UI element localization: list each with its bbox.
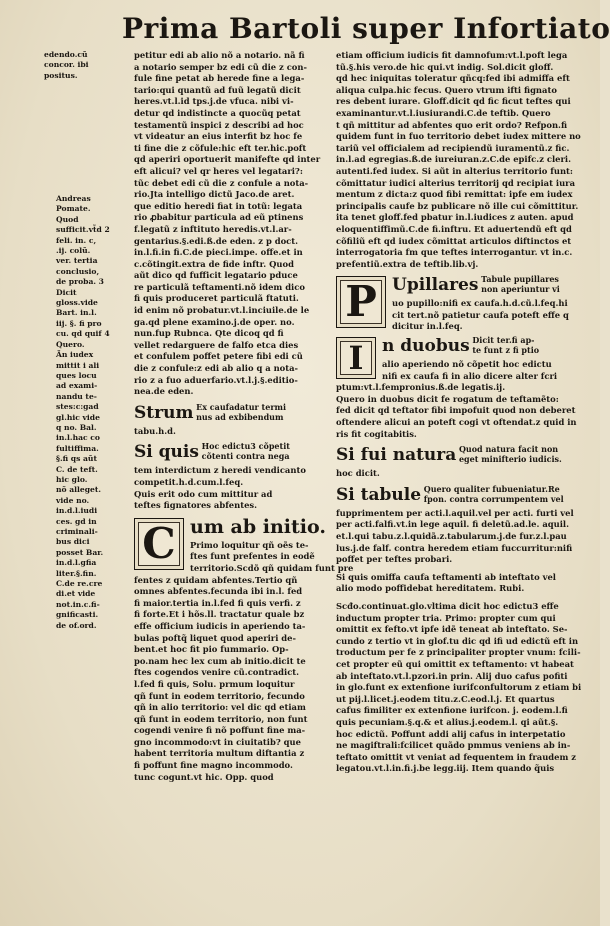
text-line: not.in.c.fi- bbox=[56, 599, 100, 609]
text-line: in.l.hac co bbox=[56, 433, 100, 443]
decorated-initial: I bbox=[336, 337, 376, 379]
text-line: fi quis produceret particulã ftatuti. bbox=[134, 293, 299, 304]
text-line: q no. Bal. bbox=[56, 422, 97, 432]
section-heading-text: Strum bbox=[134, 402, 194, 423]
text-line: in.d.l.gfia bbox=[56, 558, 97, 568]
text-line: competit.h.d.cum.l.feq. bbox=[134, 477, 244, 487]
text-line: qñ in alio territorio: vel dic qd etiam bbox=[134, 702, 306, 713]
text-line: quis pecuniam.§.q.& et alius.j.eodem.l. qi aũt.§. bbox=[336, 716, 559, 727]
text-line: tariũ vel officialem ad recipiendũ iuramentũ.z fic. bbox=[336, 142, 570, 153]
decorated-initial: P bbox=[336, 276, 386, 328]
text-line: de proba. 3 bbox=[56, 277, 104, 287]
text-line: ver. tertia bbox=[56, 256, 98, 266]
text-line: interrogatoria fm que teftes interrogantur. vt in.c. bbox=[336, 247, 573, 258]
text-line: ptum:vt.l.fempronius.ß.de legatis.ij. bbox=[336, 382, 506, 393]
text-line: fule fine petat ab herede fine a lega- bbox=[134, 73, 305, 84]
text-line: Pomate. bbox=[56, 204, 91, 214]
section-heading-text: Si fui natura bbox=[336, 445, 457, 466]
text-line: teftato omittit vt veniat ad fequentem in fraudem z bbox=[336, 751, 577, 762]
text-line: sufficit.vt̃d 2 bbox=[56, 225, 110, 235]
text-line: tũc debet edi cũ die z confule a nota- bbox=[134, 177, 309, 188]
text-line: stes:c:gad bbox=[56, 402, 99, 412]
text-line: cõmittatur iudici alterius territorij qd recipiat iura bbox=[336, 177, 576, 188]
text-line: omnes abfentes.fecunda ibi in.l. fed bbox=[134, 586, 303, 597]
text-line: teftes fignatores abfentes. bbox=[134, 500, 258, 511]
text-line: fultiffima. bbox=[56, 443, 99, 453]
text-line: gl.hic vide bbox=[56, 412, 100, 422]
text-line: di.et vide bbox=[56, 589, 96, 599]
text-line: Dicit bbox=[56, 287, 77, 297]
left-text-column bbox=[134, 50, 354, 920]
text-line: aliqua culpa.hic fecus. Quero vtrum ifti fignato bbox=[336, 84, 557, 95]
text-line: alio aperiendo nõ cõpetit hoc edictu bbox=[382, 359, 552, 370]
text-line: ut pij.l.licet.j.eodem titu.z.C.eod.l.j. Et quartus bbox=[336, 693, 555, 704]
text-line: heres.vt.l.id tps.j.de vfuca. nibi vi- bbox=[134, 96, 294, 107]
text-line: po.nam hec lex cum ab initio.dicit te bbox=[134, 655, 306, 666]
text-line: ftes funt prefentes in eodẽ bbox=[190, 551, 315, 562]
text-line: in.d.l.iudi bbox=[56, 506, 98, 516]
text-line: nun.fup Rubnca. Qte dicoq qd fi bbox=[134, 328, 284, 339]
text-line: ces. gd in bbox=[56, 516, 97, 526]
section-heading-text: Si quis bbox=[134, 442, 199, 463]
section-heading-strum bbox=[134, 398, 322, 426]
text-line: a notario semper bz edi cũ die z con- bbox=[134, 61, 307, 72]
text-line: qd aperiri oportuerit manifefte qd inter bbox=[134, 154, 321, 165]
text-line: fi forte.Et i hõs.ll. tractatur quale bz bbox=[134, 609, 305, 620]
text-line: tabu.h.d. bbox=[134, 425, 176, 436]
text-line: qñ funt in eodem territorio, fecundo bbox=[134, 690, 305, 701]
text-line: troductum per fe z principaliter propter vnum: fcili- bbox=[336, 647, 581, 658]
section-cum-ab-initio bbox=[134, 515, 354, 783]
text-line: quidem funt in fuo territorio debet iudex mittere no bbox=[336, 131, 581, 142]
text-line: in glo.funt ex extenfione iurifconfultorum z etiam bi bbox=[336, 682, 582, 693]
text-line: cogendi venire fi nõ poffunt fine ma- bbox=[134, 725, 306, 736]
heading-side-line: non aperiuntur vi bbox=[481, 284, 560, 295]
text-line: petitur edi ab alio nõ a notario. nã fi bbox=[134, 50, 305, 60]
text-line: fupprimentem per acti.l.aquil.vel per acti. furti vel bbox=[336, 507, 574, 518]
text-line: tario:qui quantũ ad fuũ legatũ dicit bbox=[134, 84, 301, 95]
text-line: Si quis omiffa caufa teftamenti ab inteftato vel bbox=[336, 571, 556, 582]
text-line: nandu te- bbox=[56, 391, 97, 401]
text-line: Quero in duobus dicit fe rogatum de teftamẽto: bbox=[336, 393, 559, 404]
text-line: cafus fimiliter ex extenfione iurifcon. j. eodem.l.fi bbox=[336, 705, 568, 716]
text-line: lus.j.de falf. contra heredem etiam fuccurritur:nifi bbox=[336, 542, 573, 553]
text-line: f.legatũ z inftituto heredis.vt.l.ar- bbox=[134, 223, 292, 234]
text-line: hoc edictũ. Poffunt addi alij cafus in interpetatio bbox=[336, 728, 566, 739]
text-line: ftes cogendos venire cũ.contradict. bbox=[134, 667, 300, 678]
text-line: gentarius.§.edi.ß.de eden. z p doct. bbox=[134, 235, 299, 246]
text-line: aũt dico qd fufficit legatario pduce bbox=[134, 270, 298, 281]
text-line: autenti.fed iudex. Si aũt in alterius territorio funt: bbox=[336, 165, 573, 176]
page-title: Prima Bartoli super Infortiato bbox=[122, 12, 610, 45]
heading-side-line: Quero qualiter fubueniatur.Re bbox=[423, 483, 560, 494]
heading-side-line: nus ad exbibendum bbox=[196, 411, 284, 422]
text-line: nea.de eden. bbox=[134, 386, 194, 397]
text-line: tunc cogunt.vt hic. Opp. quod bbox=[134, 771, 274, 782]
text-line: poffet per teftes probari. bbox=[336, 554, 453, 565]
text-line: mentum z dicta:z quod fibi remittat: ipfe em iudex bbox=[336, 189, 573, 200]
section-pupillares bbox=[336, 274, 584, 333]
text-line: testamentũ inspici z describi ad hoc bbox=[134, 119, 304, 130]
text-line: §.fi qs aũt bbox=[56, 454, 97, 464]
heading-side-line: Hoc edictu3 cõpetit bbox=[201, 441, 290, 452]
text-line: Andreas bbox=[56, 194, 91, 203]
text-line: ti fine die z cõfule:hic eft ter.hic.poft bbox=[134, 142, 307, 153]
heading-side-line: eget minifterio iudicis. bbox=[458, 454, 562, 465]
text-line: posset Bar. bbox=[56, 547, 104, 557]
text-line: ab inteftato.vt.l.pzori.in prin. Alij duo cafus pofiti bbox=[336, 670, 568, 681]
text-line: eft alicui? vel qr heres vel legatari?: bbox=[134, 165, 303, 176]
text-line: positus. bbox=[44, 70, 78, 80]
text-line: Scđo.continuat.glo.vltima dicit hoc edictu3 effe bbox=[336, 600, 559, 611]
text-line: uo pupillo:nifi ex caufa.h.d.cũ.l.feq.hi bbox=[392, 298, 568, 309]
text-line: oftendere alicui an poteft cogi vt oftendat.z quid in bbox=[336, 417, 577, 428]
text-line: legatou.vt.l.in.fi.j.be legg.iij. Item quando q̃uis bbox=[336, 763, 555, 774]
margin-notes bbox=[56, 194, 132, 754]
text-line: hic glo. bbox=[56, 474, 88, 484]
text-line: gnificasti. bbox=[56, 610, 99, 620]
heading-side-line: te funt z fi ptio bbox=[472, 345, 540, 356]
text-line: cu. qd quif 4 bbox=[56, 329, 110, 339]
text-line: fentes z quidam abfentes.Tertio qñ bbox=[134, 574, 298, 585]
text-line: cundo z tertio vt in glof.tu dic qd ifi ud edictũ eft in bbox=[336, 635, 579, 646]
text-line: l.fed fi quis, Solu. prmum loquitur bbox=[134, 678, 295, 689]
text-line: gloss.vide bbox=[56, 298, 98, 308]
text-line: C.de re.cre bbox=[56, 579, 103, 589]
text-line: vide no. bbox=[56, 495, 90, 505]
heading-side-line: Ex caufadatur termi bbox=[196, 401, 287, 412]
text-line: inductum propter tria. Primo: propter cum qui bbox=[336, 612, 556, 623]
text-line: re particulã teftamenti.nõ idem dico bbox=[134, 281, 305, 292]
text-line: ne magiftrali:fcilicet quãdo pmmus veniens ab in- bbox=[336, 740, 571, 751]
text-line: nõ alleget. bbox=[56, 485, 102, 495]
text-line: ques locu bbox=[56, 370, 97, 380]
text-line: id enim nõ probatur.vt.l.inciuile.de le bbox=[134, 305, 310, 316]
text-line: Ãn iudex bbox=[56, 350, 94, 360]
text-line: de of.ord. bbox=[56, 620, 97, 630]
text-line: C. de teft. bbox=[56, 464, 98, 474]
text-line: rio z a fuo aduerfario.vt.l.j.§.editio- bbox=[134, 374, 298, 385]
text-line: etiam officium iudicis fit damnofum:vt.l.poft lega bbox=[336, 50, 568, 60]
text-line: cet propter eũ qui omittit ex teftamento: vt habeat bbox=[336, 658, 574, 669]
heading-side-line: Dicit ter.fi ap- bbox=[472, 335, 535, 346]
section-heading-text: Si tabule bbox=[336, 484, 422, 505]
text-line: mittit i ali bbox=[56, 360, 100, 370]
text-line: bulas poftq̃ liquet quod aperiri de- bbox=[134, 632, 296, 643]
text-line: Quis erit odo cum mittitur ad bbox=[134, 488, 273, 499]
text-line: t qñ mittitur ad abfentes quo erit ordo? Refpon.fi bbox=[336, 119, 568, 130]
section-heading-text: um ab initio. bbox=[190, 515, 326, 538]
text-line: tem interdictum z heredi vendicanto bbox=[134, 465, 306, 476]
text-line: et.l.qui tabu.z.l.quidã.z.tabularum.j.de fur.z.l.pau bbox=[336, 531, 567, 541]
text-line: fi maior.tertia in.l.fed fi quis verfi. z bbox=[134, 597, 301, 608]
text-line: in.l.ad egregias.ß.de iureiuran.z.C.de epifc.z cleri. bbox=[336, 154, 571, 165]
text-line: criminali- bbox=[56, 527, 98, 536]
text-line: fed dicit qd teftator fibi impofuit quod non deberet bbox=[336, 405, 576, 416]
text-line: liter.§.fin. bbox=[56, 568, 97, 578]
section-heading-si-tabule bbox=[336, 480, 584, 508]
text-line: bent.et hoc fit pio fummario. Op- bbox=[134, 644, 289, 655]
text-line: detur qd indistincte a quocũq petat bbox=[134, 107, 301, 118]
text-line: dicitur in.l.feq. bbox=[392, 321, 463, 332]
text-line: Primo loquitur qñ oẽs te- bbox=[190, 539, 309, 550]
text-line: et confulem poffet petere fibi edi cũ bbox=[134, 351, 303, 362]
text-line: hoc dicit. bbox=[336, 468, 380, 479]
text-line: ris fit cogitabitis. bbox=[336, 428, 417, 439]
text-line: effe officium iudicis in aperiendo ta- bbox=[134, 620, 306, 631]
text-line: ita tenet gloff.fed pbatur in.l.iudices z auten. apud bbox=[336, 212, 574, 223]
text-line: principalis caufe bz publicare nõ ille cui cõmittitur. bbox=[336, 200, 579, 211]
text-line: prefentiũ.extra de teftib.lib.vj. bbox=[336, 258, 479, 269]
text-line: Bart. in.l. bbox=[56, 308, 97, 318]
text-line: rio ꝓbabitur particula ad eũ ptinens bbox=[134, 212, 304, 223]
text-line: gno incommodo:vt in ciuitatib? que bbox=[134, 736, 301, 747]
text-line: qñ funt in eodem territorio, non funt bbox=[134, 713, 308, 724]
text-line: vt videatur an eius interfit bz hoc fe bbox=[134, 131, 303, 142]
text-line: eloquentiffimũ.C.de fi.inftru. Et aduertendũ eft qd bbox=[336, 223, 572, 234]
section-heading-text: Upillares bbox=[392, 275, 479, 296]
text-line: cit tert.nõ patietur caufa poteft effe q bbox=[392, 309, 569, 320]
text-line: territorio.Scdõ qñ quidam funt pre bbox=[190, 562, 354, 573]
decorated-initial: C bbox=[134, 518, 184, 570]
text-line: conclusio, bbox=[56, 266, 100, 276]
heading-side-line: Quod natura facit non bbox=[458, 444, 559, 455]
text-line: .ij. colũ. bbox=[56, 246, 91, 256]
section-in-duobus bbox=[336, 335, 584, 440]
text-line: in.l.fi.in fi.C.de pieci.impe. offe.et in bbox=[134, 247, 303, 258]
text-line: res debent iurare. Gloff.dicit qd fic ficut teftes qui bbox=[336, 96, 571, 107]
section-heading-si-sui-natura bbox=[336, 440, 584, 468]
text-line: feli. in. c, bbox=[56, 235, 97, 245]
text-line: c.cõtingit.extra de fide inftr. Quod bbox=[134, 258, 294, 269]
text-line: edendo.cũ bbox=[44, 50, 88, 59]
heading-side-line: cõtenti contra nega bbox=[201, 451, 290, 462]
text-line: rio.Jta intelligo dictũ Jaco.de aret. bbox=[134, 189, 295, 200]
text-line: omittit ex fefto.vt ipfe idẽ teneat ab inteftato. Se- bbox=[336, 624, 568, 635]
text-line: que editio heredi fiat in totũ: legata bbox=[134, 200, 303, 211]
text-line: iij. §. fi pro bbox=[56, 318, 102, 328]
text-line: tũ.§.his vero.de hic qui.vt indig. Sol.dicit gloff. bbox=[336, 61, 554, 72]
section-heading-text: n duobus bbox=[382, 336, 470, 357]
text-line: fi poffunt fine magno incommodo. bbox=[134, 760, 293, 771]
right-text-column bbox=[336, 50, 584, 920]
text-line: ga.qd plene examino.j.de oper. no. bbox=[134, 316, 295, 327]
margin-notes-top bbox=[44, 50, 118, 84]
text-line: habent territoria multum diftantia z bbox=[134, 748, 305, 759]
text-line: qd hec iniquitas toleratur qñcq:fed ibi admiffa eft bbox=[336, 73, 570, 84]
text-line: concor. ibi bbox=[44, 60, 89, 70]
section-heading-si-quis bbox=[134, 437, 322, 465]
text-line: bus dici bbox=[56, 537, 90, 547]
text-line: Quod bbox=[56, 214, 79, 224]
text-line: die z confule:z edi ab alio q a nota- bbox=[134, 363, 299, 374]
text-line: per acti.falfi.vt.in lege aquil. fi deletũ.ad.le. aquil. bbox=[336, 519, 569, 530]
text-line: cõfiliũ eft qd iudex cõmittat articulos diftinctos et bbox=[336, 235, 572, 246]
text-line: Quero. bbox=[56, 339, 85, 349]
text-line: vellet redarguere de falfo etca dies bbox=[134, 339, 299, 350]
heading-side-line: fpon. contra corrumpentem vel bbox=[423, 493, 564, 504]
text-line: alio modo poffidebat hereditatem. Rubi. bbox=[336, 583, 525, 594]
heading-side-line: Tabule pupillares bbox=[481, 274, 559, 285]
text-line: ad exami- bbox=[56, 381, 98, 391]
text-line: examinantur.vt.l.iusiurandi.C.de teftib. Quero bbox=[336, 107, 551, 118]
text-line: nifi ex caufa fi in alio dicere alter fcri bbox=[382, 370, 558, 381]
